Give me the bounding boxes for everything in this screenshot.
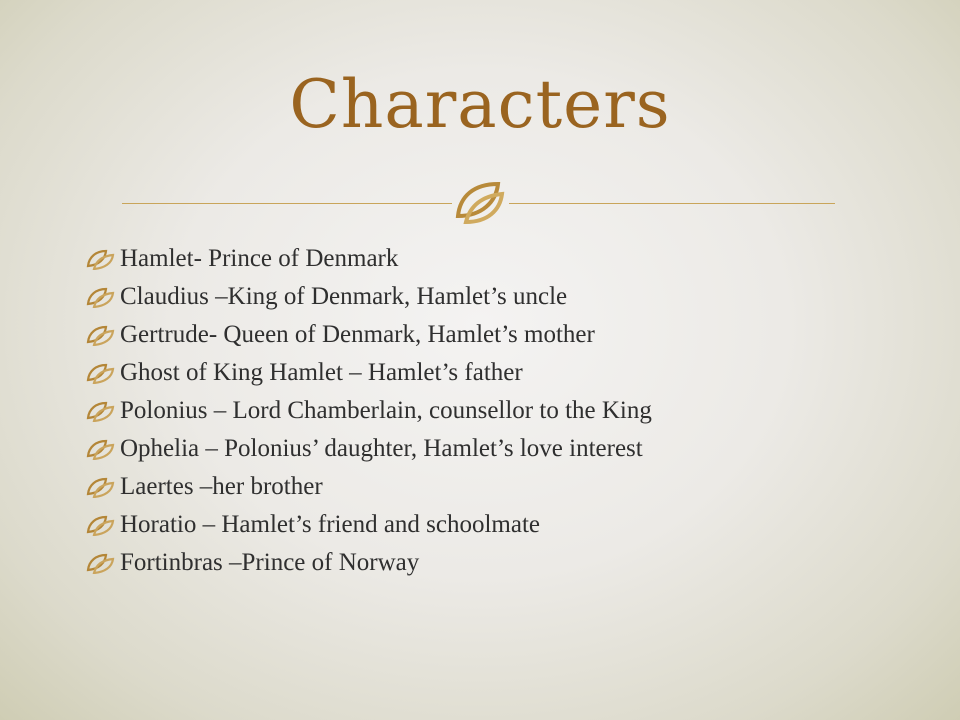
title-divider-left <box>122 203 452 204</box>
list-item-text: Laertes –her brother <box>120 473 323 500</box>
list-item <box>86 354 652 392</box>
list-item <box>86 316 652 354</box>
double-leaf-bullet-icon <box>86 324 116 346</box>
double-leaf-bullet-icon <box>86 248 116 270</box>
ornament-leaf-icon <box>452 176 508 228</box>
list-item-text: Fortinbras –Prince of Norway <box>120 549 420 576</box>
character-list <box>86 240 652 582</box>
title-divider-right <box>509 203 835 204</box>
list-item-text: Ophelia – Polonius’ daughter, Hamlet’s love interest <box>120 435 643 462</box>
double-leaf-bullet-icon <box>86 476 116 498</box>
slide-title: Characters <box>289 66 671 143</box>
list-item-text: Claudius –King of Denmark, Hamlet’s uncle <box>120 283 568 310</box>
list-item <box>86 240 652 278</box>
list-item <box>86 430 652 468</box>
list-item-text: Gertrude- Queen of Denmark, Hamlet’s mother <box>120 321 595 348</box>
list-item <box>86 392 652 430</box>
list-item-text: Horatio – Hamlet’s friend and schoolmate <box>120 511 541 538</box>
double-leaf-bullet-icon <box>86 438 116 460</box>
list-item <box>86 278 652 316</box>
double-leaf-bullet-icon <box>86 362 116 384</box>
double-leaf-bullet-icon <box>86 514 116 536</box>
double-leaf-bullet-icon <box>86 400 116 422</box>
list-item-text: Ghost of King Hamlet – Hamlet’s father <box>120 359 523 386</box>
list-item-text: Hamlet- Prince of Denmark <box>120 245 399 272</box>
double-leaf-bullet-icon <box>86 552 116 574</box>
list-item <box>86 468 652 506</box>
list-item <box>86 506 652 544</box>
list-item <box>86 544 652 582</box>
double-leaf-bullet-icon <box>86 286 116 308</box>
list-item-text: Polonius – Lord Chamberlain, counsellor to the King <box>120 397 652 424</box>
